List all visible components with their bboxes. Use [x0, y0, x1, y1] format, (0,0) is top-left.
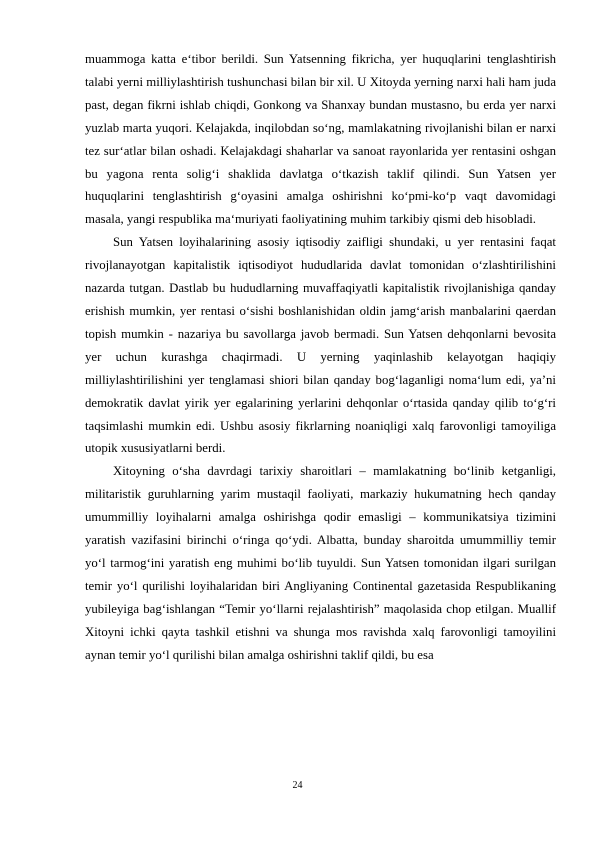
- paragraph-3: Xitoyning o‘sha davrdagi tarixiy sharoitlari – mamlakatning bo‘linib ketganligi, militaristik guruhlarning yarim mustaqil faoliyati, markaziy hukumatning hech qanday umummilliy loyihalarni amalga oshirishga qodir emasligi – kommunikatsiya tizimini yaratish vazifasini birinchi o‘ringa qo‘ydi. Albatta, bunday sharoitda umummilliy temir yo‘l tarmog‘ini yaratish eng muhimi bo‘lib tuyuldi. Sun Yatsen tomonidan ilgari surilgan temir yo‘l qurilishi loyihalaridan biri Angliyaning Continental gazetasida Respublikaning yubileyiga bag‘ishlangan “Temir yo‘llarni rejalashtirish” maqolasida chop etilgan. Muallif Xitoyni ichki qayta tashkil etishni va shunga mos ravishda xalq farovonligi tamoyilini aynan temir yo‘l qurilishi bilan amalga oshirishni taklif qildi, bu esa: [85, 464, 556, 662]
- paragraph-2: Sun Yatsen loyihalarining asosiy iqtisodiy zaifligi shundaki, u yer rentasini faqat rivojlanayotgan kapitalistik iqtisodiyot hududlarida davlat tomonidan o‘zlashtirilishini nazarda tutgan. Dastlab bu hududlarning muvaffaqiyatli kapitalistik rivojlanishiga qanday erishish mumkin, yer rentasi o‘sishi boshlanishidan oldin jamg‘arish manbalarini qaerdan topish mumkin - nazariya bu savollarga javob bermadi. Sun Yatsen dehqonlarni bevosita yer uchun kurashga chaqirmadi. U yerning yaqinlashib kelayotgan haqiqiy milliylashtirilishini yer tenglamasi shiori bilan qanday bog‘laganligi noma‘lum edi, ya’ni demokratik davlat yirik yer egalarining yerlarini dehqonlar o‘rtasida qanday qilib to‘g‘ri taqsimlashi mumkin edi. Ushbu asosiy fikrlarning noaniqligi xalq farovonligi tamoyiliga utopik xususiyatlarni berdi.: [85, 235, 556, 456]
- page-number: 24: [292, 780, 303, 791]
- document-page: [85, 48, 556, 666]
- paragraph-1: muammoga katta e‘tibor berildi. Sun Yatsenning fikricha, yer huquqlarini tenglashtirish talabi yerni milliylashtirish tushunchasi bilan bir xil. U Xitoyda yerning narxi hali ham juda past, degan fikrni ishlab chiqdi, Gonkong va Shanxay bundan mustasno, bu erda yer narxi yuzlab marta yuqori. Kelajakda, inqilobdan so‘ng, mamlakatning rivojlanishi bilan er narxi tez sur‘atlar bilan oshadi. Kelajakdagi shaharlar va sanoat rayonlarida yer rentasini oshgan bu yagona renta solig‘i shaklida davlatga o‘tkazish taklif qilindi. Sun Yatsen yer huquqlarini tenglashtirish g‘oyasini amalga oshirishni ko‘pmi-ko‘p vaqt davomidagi masala, yangi respublika ma‘muriyati faoliyatining muhim tarkibiy qismi deb hisobladi.: [85, 52, 556, 227]
